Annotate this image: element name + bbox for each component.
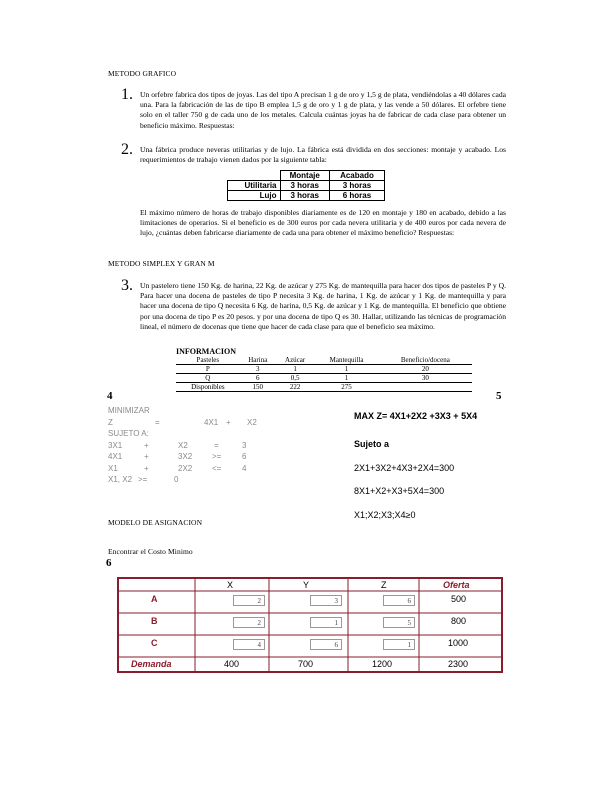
problem-2-number: 2. bbox=[121, 141, 133, 158]
p4-token: + bbox=[144, 463, 149, 473]
cost-box: 3 bbox=[310, 595, 342, 606]
info-table bbox=[176, 356, 472, 392]
problem-3-text: Un pastelero tiene 150 Kg. de harina, 22 Kg. de azúcar y 275 Kg. de mantequilla para hacer dos tipos de pasteles P y Q. Para hacer una docena de pasteles de tipo P necesita 3 Kg. de harina, 1 Kg. de azúcar y 1 Kg. de mantequilla y para hacer una docena de tipo Q necesita 6 Kg. de harina, 0,5 Kg. de azúcar y 1 Kg. de mantequilla. El beneficio que obtiene por una docena de tipo P es 20 pesos. y por una docena de tipo Q es 30. Hallar, utilizando las técnicas de programación lineal, el número de docenas que tiene que hacer de cada clase para que el beneficio sea máximo. bbox=[140, 281, 506, 331]
problem-1-number: 1. bbox=[121, 86, 133, 103]
cost-box: 1 bbox=[310, 617, 342, 628]
info-header: Harina bbox=[248, 356, 268, 364]
hours-row-label: Lujo bbox=[228, 191, 281, 201]
info-header: Pasteles bbox=[196, 356, 220, 364]
p4-token: = bbox=[155, 417, 160, 427]
hours-row-label: Utilitaria bbox=[228, 181, 281, 191]
p4-token: SUJETO A: bbox=[108, 429, 149, 438]
info-cell: Q bbox=[205, 374, 211, 382]
info-header: Azúcar bbox=[285, 356, 306, 364]
demand-total: 2300 bbox=[448, 659, 469, 669]
p4-token: X1, X2 bbox=[108, 475, 133, 484]
p4-token: 0 bbox=[174, 475, 179, 484]
section-title-simplex: METODO SIMPLEX Y GRAN M bbox=[108, 259, 215, 268]
problem-4-number: 4 bbox=[107, 390, 113, 402]
info-cell: 222 bbox=[289, 383, 301, 391]
section-title-asignacion: MODELO DE ASIGNACION bbox=[108, 518, 203, 527]
p5-constraint: 2X1+3X2+4X3+2X4=300 bbox=[354, 463, 455, 473]
info-header: Beneficio/docena bbox=[400, 356, 450, 364]
p4-token: 2X2 bbox=[178, 463, 193, 473]
p4-token: 4X1 bbox=[204, 417, 219, 427]
problem-2-text-2: El máximo número de horas de trabajo disponibles diariamente es de 120 en montaje y 180 en acabado, debido a las limitaciones de operarios. Si el beneficio es de 300 euros por cada nevera utilitaria y de 400 euros por cada nevera de lujo, ¿cuántas deben fabricarse diariamente de cada una para obtener el máximo beneficio? Respuestas: bbox=[140, 208, 506, 238]
problem-6-intro: Encontrar el Costo Minimo bbox=[108, 547, 193, 556]
cost-box: 2 bbox=[233, 617, 265, 628]
cost-box: 5 bbox=[383, 617, 415, 628]
info-cell: 3 bbox=[256, 365, 260, 373]
col-header-y: Y bbox=[303, 580, 310, 590]
info-title: INFORMACION bbox=[176, 347, 236, 356]
p4-token: 3 bbox=[242, 440, 247, 450]
problem-1-text: Un orfebre fabrica dos tipos de joyas. Las del tipo A precisan 1 g de oro y 1,5 g de plata, vendiéndolas a 40 dólares cada una. Para la fabricación de las de tipo B emplea 1,5 g de oro y 1 g de plata, y las vende a 50 dólares. El orfebre tiene solo en el taller 750 g de cada uno de los metales. Calcula cuántas joyas ha de fabricar de cada clase para obtener un beneficio máximo. Respuestas: bbox=[140, 90, 506, 130]
p4-token: X2 bbox=[178, 440, 188, 450]
info-cell: Disponibles bbox=[191, 383, 225, 391]
problem-3-number: 3. bbox=[121, 277, 133, 294]
row-label-b: B bbox=[151, 616, 158, 626]
p4-token: MINIMIZAR bbox=[108, 406, 150, 415]
demand-z: 1200 bbox=[372, 659, 393, 669]
p5-constraint: 8X1+X2+X3+5X4=300 bbox=[354, 486, 445, 496]
info-cell: 150 bbox=[252, 383, 264, 391]
p4-token: 6 bbox=[242, 452, 247, 461]
p4-token: 4X1 bbox=[108, 452, 123, 461]
info-cell: 6 bbox=[256, 374, 260, 382]
supply-a: 500 bbox=[451, 594, 467, 604]
assignment-table bbox=[117, 577, 503, 673]
info-cell: 30 bbox=[421, 374, 429, 382]
col-header-x: X bbox=[227, 580, 234, 590]
info-cell: P bbox=[205, 365, 210, 373]
problem-2-text: Una fábrica produce neveras utilitarias y de lujo. La fábrica está dividida en dos secciones: montaje y acabado. Los requerimientos de trabajo vienen dados por la siguiente tabla: bbox=[140, 145, 506, 165]
problem-4-body bbox=[108, 405, 308, 486]
info-cell: 1 bbox=[293, 365, 297, 373]
section-title-grafico: METODO GRAFICO bbox=[108, 69, 177, 78]
p4-token: <= bbox=[212, 463, 222, 473]
p4-token: + bbox=[144, 452, 149, 461]
supply-c: 1000 bbox=[448, 638, 469, 648]
p4-token: X1 bbox=[108, 463, 118, 473]
info-cell: 20 bbox=[421, 365, 429, 373]
p4-token: X2 bbox=[247, 417, 257, 427]
cost-box: 1 bbox=[383, 639, 415, 650]
p5-constraint: X1;X2;X3;X4≥0 bbox=[354, 510, 416, 520]
col-header-z: Z bbox=[381, 580, 387, 590]
p4-token: + bbox=[226, 417, 231, 427]
row-label-a: A bbox=[151, 594, 158, 604]
demand-label: Demanda bbox=[131, 659, 172, 669]
p4-token: >= bbox=[138, 475, 148, 484]
demand-y: 700 bbox=[298, 659, 314, 669]
demand-x: 400 bbox=[224, 659, 240, 669]
hours-cell: 3 horas bbox=[280, 181, 329, 191]
info-header: Mantequilla bbox=[329, 356, 364, 364]
hours-cell: 3 horas bbox=[280, 191, 329, 201]
info-cell: 1 bbox=[344, 374, 349, 382]
hours-table bbox=[227, 170, 385, 201]
hours-cell: 3 horas bbox=[329, 181, 384, 191]
p4-token: 3X1 bbox=[108, 440, 123, 450]
cost-box: 4 bbox=[233, 639, 265, 650]
hours-header-acabado: Acabado bbox=[329, 171, 384, 181]
problem-5-number: 5 bbox=[496, 390, 502, 402]
supply-b: 800 bbox=[451, 616, 467, 626]
info-table-wrapper bbox=[176, 347, 472, 392]
hours-header-montaje: Montaje bbox=[280, 171, 329, 181]
cost-box: 6 bbox=[310, 639, 342, 650]
p4-token: = bbox=[214, 440, 219, 450]
info-cell: 275 bbox=[341, 383, 352, 391]
p4-token: Z bbox=[108, 417, 113, 427]
p4-token: >= bbox=[212, 452, 222, 461]
p4-token: 4 bbox=[242, 463, 247, 473]
p5-objective: MAX Z= 4X1+2X2 +3X3 + 5X4 bbox=[354, 411, 478, 421]
p5-subject: Sujeto a bbox=[354, 439, 390, 449]
info-cell: 0,5 bbox=[290, 374, 300, 382]
problem-6-number: 6 bbox=[106, 557, 112, 569]
p4-token: + bbox=[144, 440, 149, 450]
p4-token: 3X2 bbox=[178, 452, 193, 461]
info-cell: 1 bbox=[344, 365, 349, 373]
col-header-oferta: Oferta bbox=[443, 580, 470, 590]
info-cell bbox=[379, 383, 472, 392]
cost-box: 6 bbox=[383, 595, 415, 606]
hours-cell: 6 horas bbox=[329, 191, 384, 201]
row-label-c: C bbox=[151, 638, 158, 648]
cost-box: 2 bbox=[233, 595, 265, 606]
